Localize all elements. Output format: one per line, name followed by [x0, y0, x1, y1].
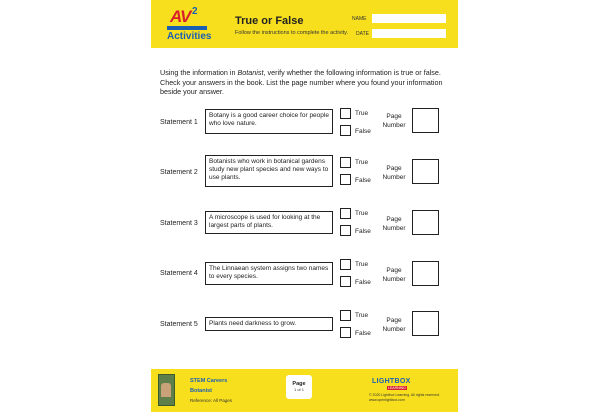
book-cover-figure	[161, 383, 171, 397]
statement-1-page-input[interactable]	[412, 108, 439, 133]
statement-2-label: Statement 2	[160, 169, 198, 176]
activities-label: Activities	[167, 31, 212, 42]
page-label-line1: Page	[386, 113, 402, 120]
name-label: NAME	[352, 16, 367, 22]
statement-1-text: Botany is a good career choice for people who love nature.	[205, 109, 333, 134]
statement-2-page-input[interactable]	[412, 159, 439, 184]
av2-logo	[170, 8, 200, 28]
page-badge	[286, 375, 312, 399]
statement-4-text: The Linnaean system assigns two names to every species.	[205, 262, 333, 285]
statement-4-label: Statement 4	[160, 270, 198, 277]
statement-5-label: Statement 5	[160, 321, 198, 328]
lightbox-logo: LIGHTBOX	[372, 378, 411, 385]
logo-number: 2	[192, 6, 198, 17]
footer-book-title: Botanist	[190, 388, 212, 394]
page-label-line2: Number	[382, 326, 406, 333]
statement-5-false-checkbox[interactable]	[340, 327, 351, 338]
logo-av-text: AV	[170, 7, 191, 26]
statement-3-page-input[interactable]	[412, 210, 439, 235]
statement-4-page-input[interactable]	[412, 261, 439, 286]
footer-copyright	[369, 393, 440, 403]
instructions-part-2: , verify whether the following information is true or false. Check your answers in the book. List the page number where you found your information beside your answer.	[160, 68, 443, 97]
statement-1-false-checkbox[interactable]	[340, 125, 351, 136]
statement-1-true-checkbox[interactable]	[340, 108, 351, 119]
statement-2-true-label: True	[355, 159, 369, 166]
statement-3-page-label	[380, 215, 408, 233]
statement-2-false-label: False	[355, 177, 371, 184]
name-field[interactable]	[372, 14, 446, 23]
statement-5-page-label	[380, 316, 408, 334]
date-label: DATE	[356, 31, 369, 37]
statement-4-true-label: True	[355, 261, 369, 268]
statement-4-true-checkbox[interactable]	[340, 259, 351, 270]
statement-2-false-checkbox[interactable]	[340, 174, 351, 185]
statement-3-true-checkbox[interactable]	[340, 208, 351, 219]
page-label-line1: Page	[386, 216, 402, 223]
page-label-line2: Number	[382, 225, 406, 232]
statement-5-page-input[interactable]	[412, 311, 439, 336]
statement-4-false-checkbox[interactable]	[340, 276, 351, 287]
page-label-line1: Page	[386, 165, 402, 172]
instructions-text	[160, 68, 450, 97]
lightbox-logo-sub: LEARNING	[388, 386, 406, 390]
footer-reference: Reference: All Pages	[190, 398, 233, 403]
statement-3-label: Statement 3	[160, 220, 198, 227]
statement-3-true-label: True	[355, 210, 369, 217]
statement-4-page-label	[380, 266, 408, 284]
statement-1-page-label	[380, 112, 408, 130]
statement-3-false-checkbox[interactable]	[340, 225, 351, 236]
copyright-text: © 2020 Lightbox Learning. All rights reserved.	[369, 393, 440, 397]
page-label-line1: Page	[386, 317, 402, 324]
website-link[interactable]: www.openlightbox.com	[369, 398, 405, 402]
statement-2-page-label	[380, 164, 408, 182]
statement-5-false-label: False	[355, 330, 371, 337]
date-field[interactable]	[372, 29, 446, 38]
page-title: True or False	[235, 15, 304, 27]
instructions-book-title: Botanist	[237, 68, 264, 77]
statement-2-text: Botanists who work in botanical gardens study new plant species and new ways to use plants.	[205, 155, 333, 187]
page-label-line2: Number	[382, 122, 406, 129]
footer-series: STEM Careers	[190, 378, 228, 384]
statement-3-false-label: False	[355, 228, 371, 235]
page-label-line2: Number	[382, 276, 406, 283]
statement-3-text: A microscope is used for looking at the largest parts of plants.	[205, 211, 333, 234]
statement-1-true-label: True	[355, 110, 369, 117]
statement-5-text: Plants need darkness to grow.	[205, 317, 333, 331]
page-label-line1: Page	[386, 267, 402, 274]
page-label-line2: Number	[382, 174, 406, 181]
instructions-part-1: Using the information in	[160, 68, 238, 77]
page-subtitle: Follow the instructions to complete the activity.	[235, 30, 349, 36]
statement-1-false-label: False	[355, 128, 371, 135]
logo-underline	[167, 26, 207, 30]
statement-1-label: Statement 1	[160, 119, 198, 126]
page-badge-title: Page	[292, 381, 306, 387]
statement-2-true-checkbox[interactable]	[340, 157, 351, 168]
page-badge-count: 1 of 1	[293, 387, 304, 392]
statement-5-true-label: True	[355, 312, 369, 319]
statement-5-true-checkbox[interactable]	[340, 310, 351, 321]
statement-4-false-label: False	[355, 279, 371, 286]
